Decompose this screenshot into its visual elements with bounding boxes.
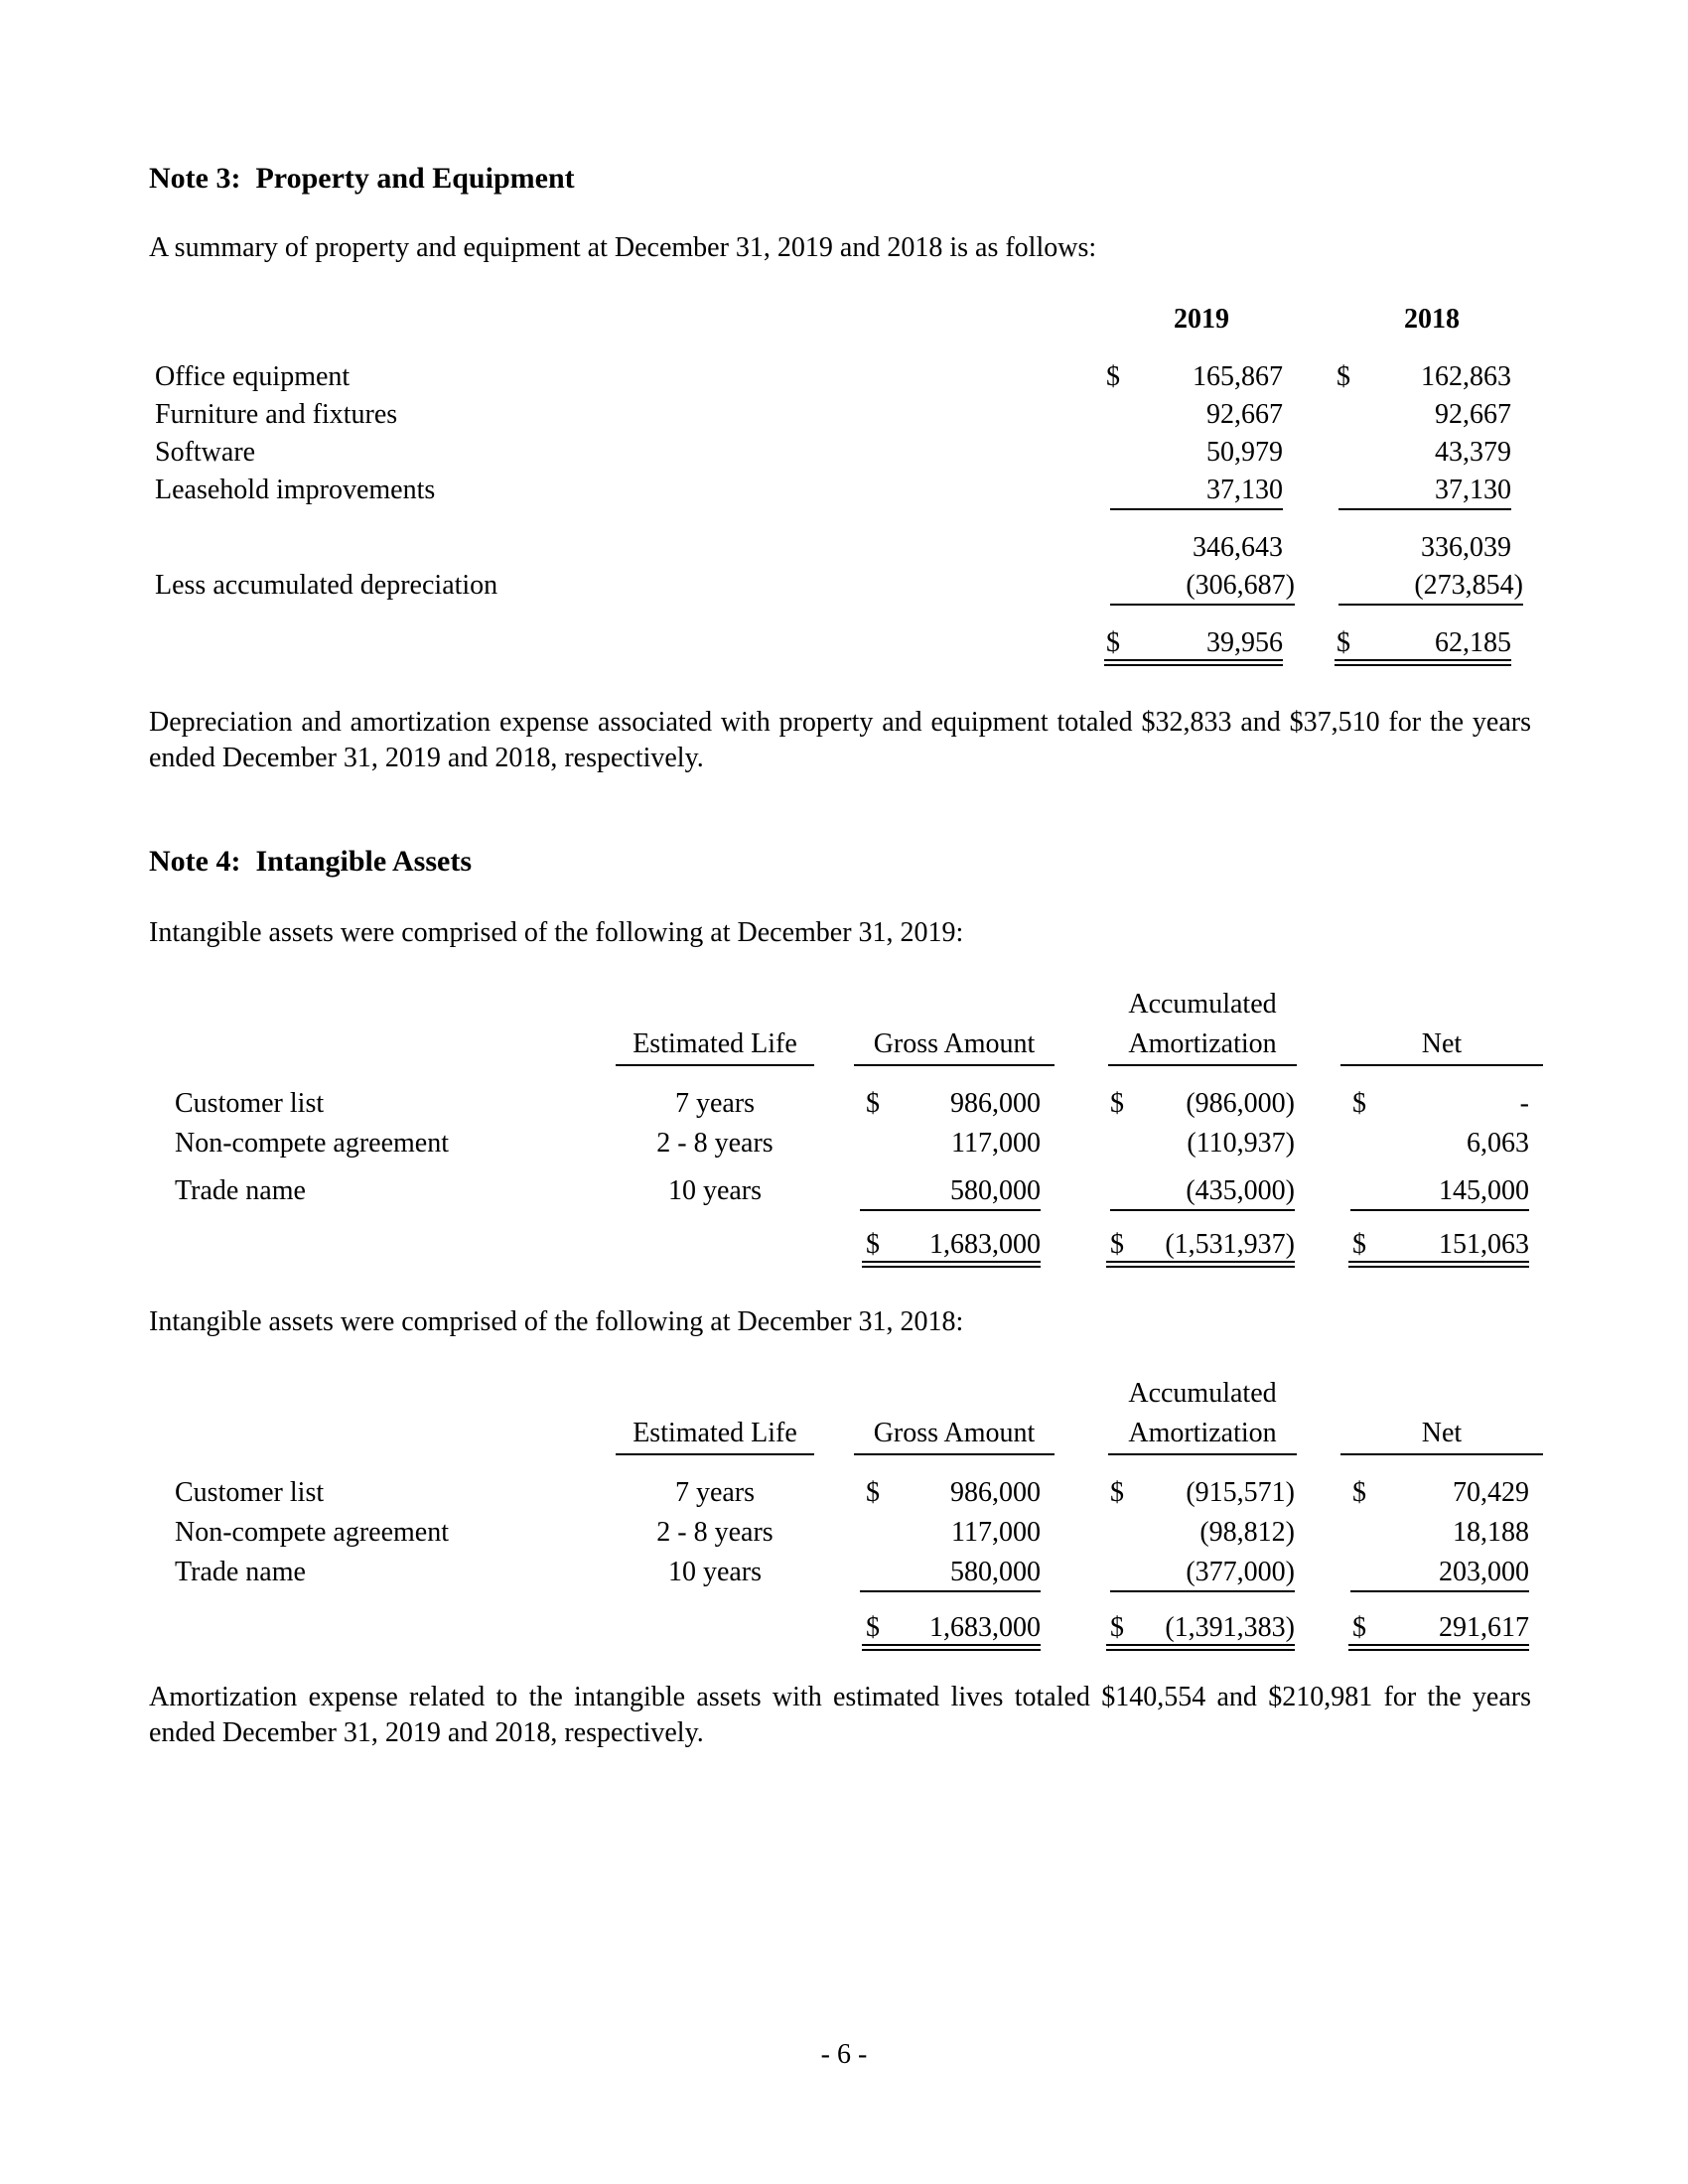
row-net: 6,063 (1467, 1128, 1529, 1159)
double-underline (1106, 1261, 1295, 1268)
row-life: 2 - 8 years (656, 1517, 774, 1548)
row-net: - (1519, 1088, 1529, 1119)
col-header-2018: 2018 (1404, 304, 1460, 335)
underline (1110, 1590, 1295, 1592)
value-2018: 162,863 (1421, 361, 1511, 392)
header-estimated-life: Estimated Life (633, 1418, 797, 1448)
row-label: Software (155, 437, 256, 468)
dollar-sign: $ (866, 1612, 880, 1643)
value-2019: 92,667 (1206, 399, 1283, 430)
dollar-sign: $ (866, 1477, 880, 1508)
row-life: 2 - 8 years (656, 1128, 774, 1159)
double-underline (1348, 1261, 1529, 1268)
intangible-2018-intro: Intangible assets were comprised of the following at December 31, 2018: (149, 1306, 964, 1337)
header-rule (1340, 1453, 1543, 1455)
subtotal-2018: 336,039 (1421, 532, 1511, 563)
dollar-sign: $ (1352, 1088, 1366, 1119)
underline (1110, 604, 1295, 606)
header-rule (1108, 1453, 1297, 1455)
double-underline (1335, 659, 1511, 666)
underline (1350, 1209, 1529, 1211)
row-net: 203,000 (1439, 1557, 1529, 1587)
total-net: 151,063 (1439, 1229, 1529, 1260)
row-label: Non-compete agreement (175, 1517, 449, 1548)
row-label: Non-compete agreement (175, 1128, 449, 1159)
value-2018: 92,667 (1435, 399, 1511, 430)
header-accumulated: Accumulated (1128, 989, 1277, 1020)
row-label: Customer list (175, 1088, 325, 1119)
note4-heading: Note 4: Intangible Assets (149, 845, 473, 878)
value-2019: 37,130 (1206, 475, 1283, 505)
header-net: Net (1421, 1028, 1463, 1059)
double-underline (862, 1644, 1041, 1651)
header-rule (1340, 1064, 1543, 1066)
header-rule (854, 1453, 1055, 1455)
value-2018: 37,130 (1435, 475, 1511, 505)
dollar-sign: $ (1110, 1088, 1124, 1119)
double-underline (1106, 1644, 1295, 1651)
dollar-sign: $ (1336, 627, 1350, 658)
underline (860, 1209, 1041, 1211)
header-rule (1108, 1064, 1297, 1066)
dollar-sign: $ (1106, 627, 1120, 658)
note3-intro: A summary of property and equipment at December 31, 2019 and 2018 is as follows: (149, 232, 1097, 263)
header-rule (854, 1064, 1055, 1066)
note3-expense-text: Depreciation and amortization expense associated with property and equipment totaled $32,833 and $37,510 for the years ended December 31, 2019 and 2018, respectively. (149, 707, 1531, 773)
header-rule (616, 1453, 814, 1455)
header-net: Net (1421, 1418, 1463, 1448)
underline (1110, 1209, 1295, 1211)
total-2018: 62,185 (1435, 627, 1511, 658)
total-gross: 1,683,000 (929, 1229, 1041, 1260)
header-gross-amount: Gross Amount (873, 1418, 1036, 1448)
row-net: 70,429 (1453, 1477, 1529, 1508)
row-net: 18,188 (1453, 1517, 1529, 1548)
row-gross: 986,000 (950, 1477, 1041, 1508)
total-accum: (1,531,937) (1165, 1229, 1295, 1260)
intangible-2019-intro: Intangible assets were comprised of the following at December 31, 2019: (149, 917, 964, 948)
underline (1350, 1590, 1529, 1592)
less-label: Less accumulated depreciation (155, 570, 498, 601)
row-label: Leasehold improvements (155, 475, 436, 505)
header-accumulated: Accumulated (1128, 1378, 1277, 1409)
header-gross-amount: Gross Amount (873, 1028, 1036, 1059)
row-gross: 117,000 (951, 1517, 1041, 1548)
total-accum: (1,391,383) (1165, 1612, 1295, 1643)
row-accum: (915,571) (1186, 1477, 1295, 1508)
row-label: Office equipment (155, 361, 351, 392)
row-life: 10 years (667, 1175, 763, 1206)
underline (1338, 604, 1523, 606)
total-2019: 39,956 (1206, 627, 1283, 658)
dollar-sign: $ (1352, 1477, 1366, 1508)
row-gross: 117,000 (951, 1128, 1041, 1159)
header-amortization: Amortization (1128, 1028, 1277, 1059)
underline (860, 1590, 1041, 1592)
underline (1110, 508, 1283, 510)
dollar-sign: $ (1110, 1612, 1124, 1643)
row-gross: 986,000 (950, 1088, 1041, 1119)
note4-expense-text: Amortization expense related to the intangible assets with estimated lives totaled $140,554 and $210,981 for the years ended December 31, 2019 and 2018, respectively. (149, 1682, 1531, 1748)
value-2019: 50,979 (1206, 437, 1283, 468)
row-accum: (377,000) (1186, 1557, 1295, 1587)
dollar-sign: $ (1336, 361, 1350, 392)
row-accum: (986,000) (1186, 1088, 1295, 1119)
dollar-sign: $ (1106, 361, 1120, 392)
header-amortization: Amortization (1128, 1418, 1277, 1448)
row-gross: 580,000 (950, 1557, 1041, 1587)
total-gross: 1,683,000 (929, 1612, 1041, 1643)
row-label: Furniture and fixtures (155, 399, 398, 430)
accum-dep-2018: (273,854) (1414, 570, 1523, 601)
row-accum: (110,937) (1187, 1128, 1295, 1159)
row-gross: 580,000 (950, 1175, 1041, 1206)
note3-heading: Note 3: Property and Equipment (149, 162, 575, 195)
value-2019: 165,867 (1193, 361, 1283, 392)
underline (1338, 508, 1511, 510)
accum-dep-2019: (306,687) (1186, 570, 1295, 601)
double-underline (1348, 1644, 1529, 1651)
row-life: 10 years (667, 1557, 763, 1587)
row-accum: (435,000) (1186, 1175, 1295, 1206)
dollar-sign: $ (1110, 1477, 1124, 1508)
header-rule (616, 1064, 814, 1066)
row-label: Customer list (175, 1477, 325, 1508)
row-accum: (98,812) (1199, 1517, 1295, 1548)
value-2018: 43,379 (1435, 437, 1511, 468)
total-net: 291,617 (1439, 1612, 1529, 1643)
row-label: Trade name (175, 1175, 306, 1206)
double-underline (862, 1261, 1041, 1268)
dollar-sign: $ (1352, 1229, 1366, 1260)
dollar-sign: $ (866, 1229, 880, 1260)
page-number: - 6 - (820, 2039, 868, 2070)
row-label: Trade name (175, 1557, 306, 1587)
subtotal-2019: 346,643 (1193, 532, 1283, 563)
dollar-sign: $ (1352, 1612, 1366, 1643)
row-net: 145,000 (1439, 1175, 1529, 1206)
header-estimated-life: Estimated Life (633, 1028, 797, 1059)
row-life: 7 years (674, 1088, 756, 1119)
dollar-sign: $ (866, 1088, 880, 1119)
dollar-sign: $ (1110, 1229, 1124, 1260)
col-header-2019: 2019 (1174, 304, 1229, 335)
double-underline (1104, 659, 1283, 666)
row-life: 7 years (674, 1477, 756, 1508)
